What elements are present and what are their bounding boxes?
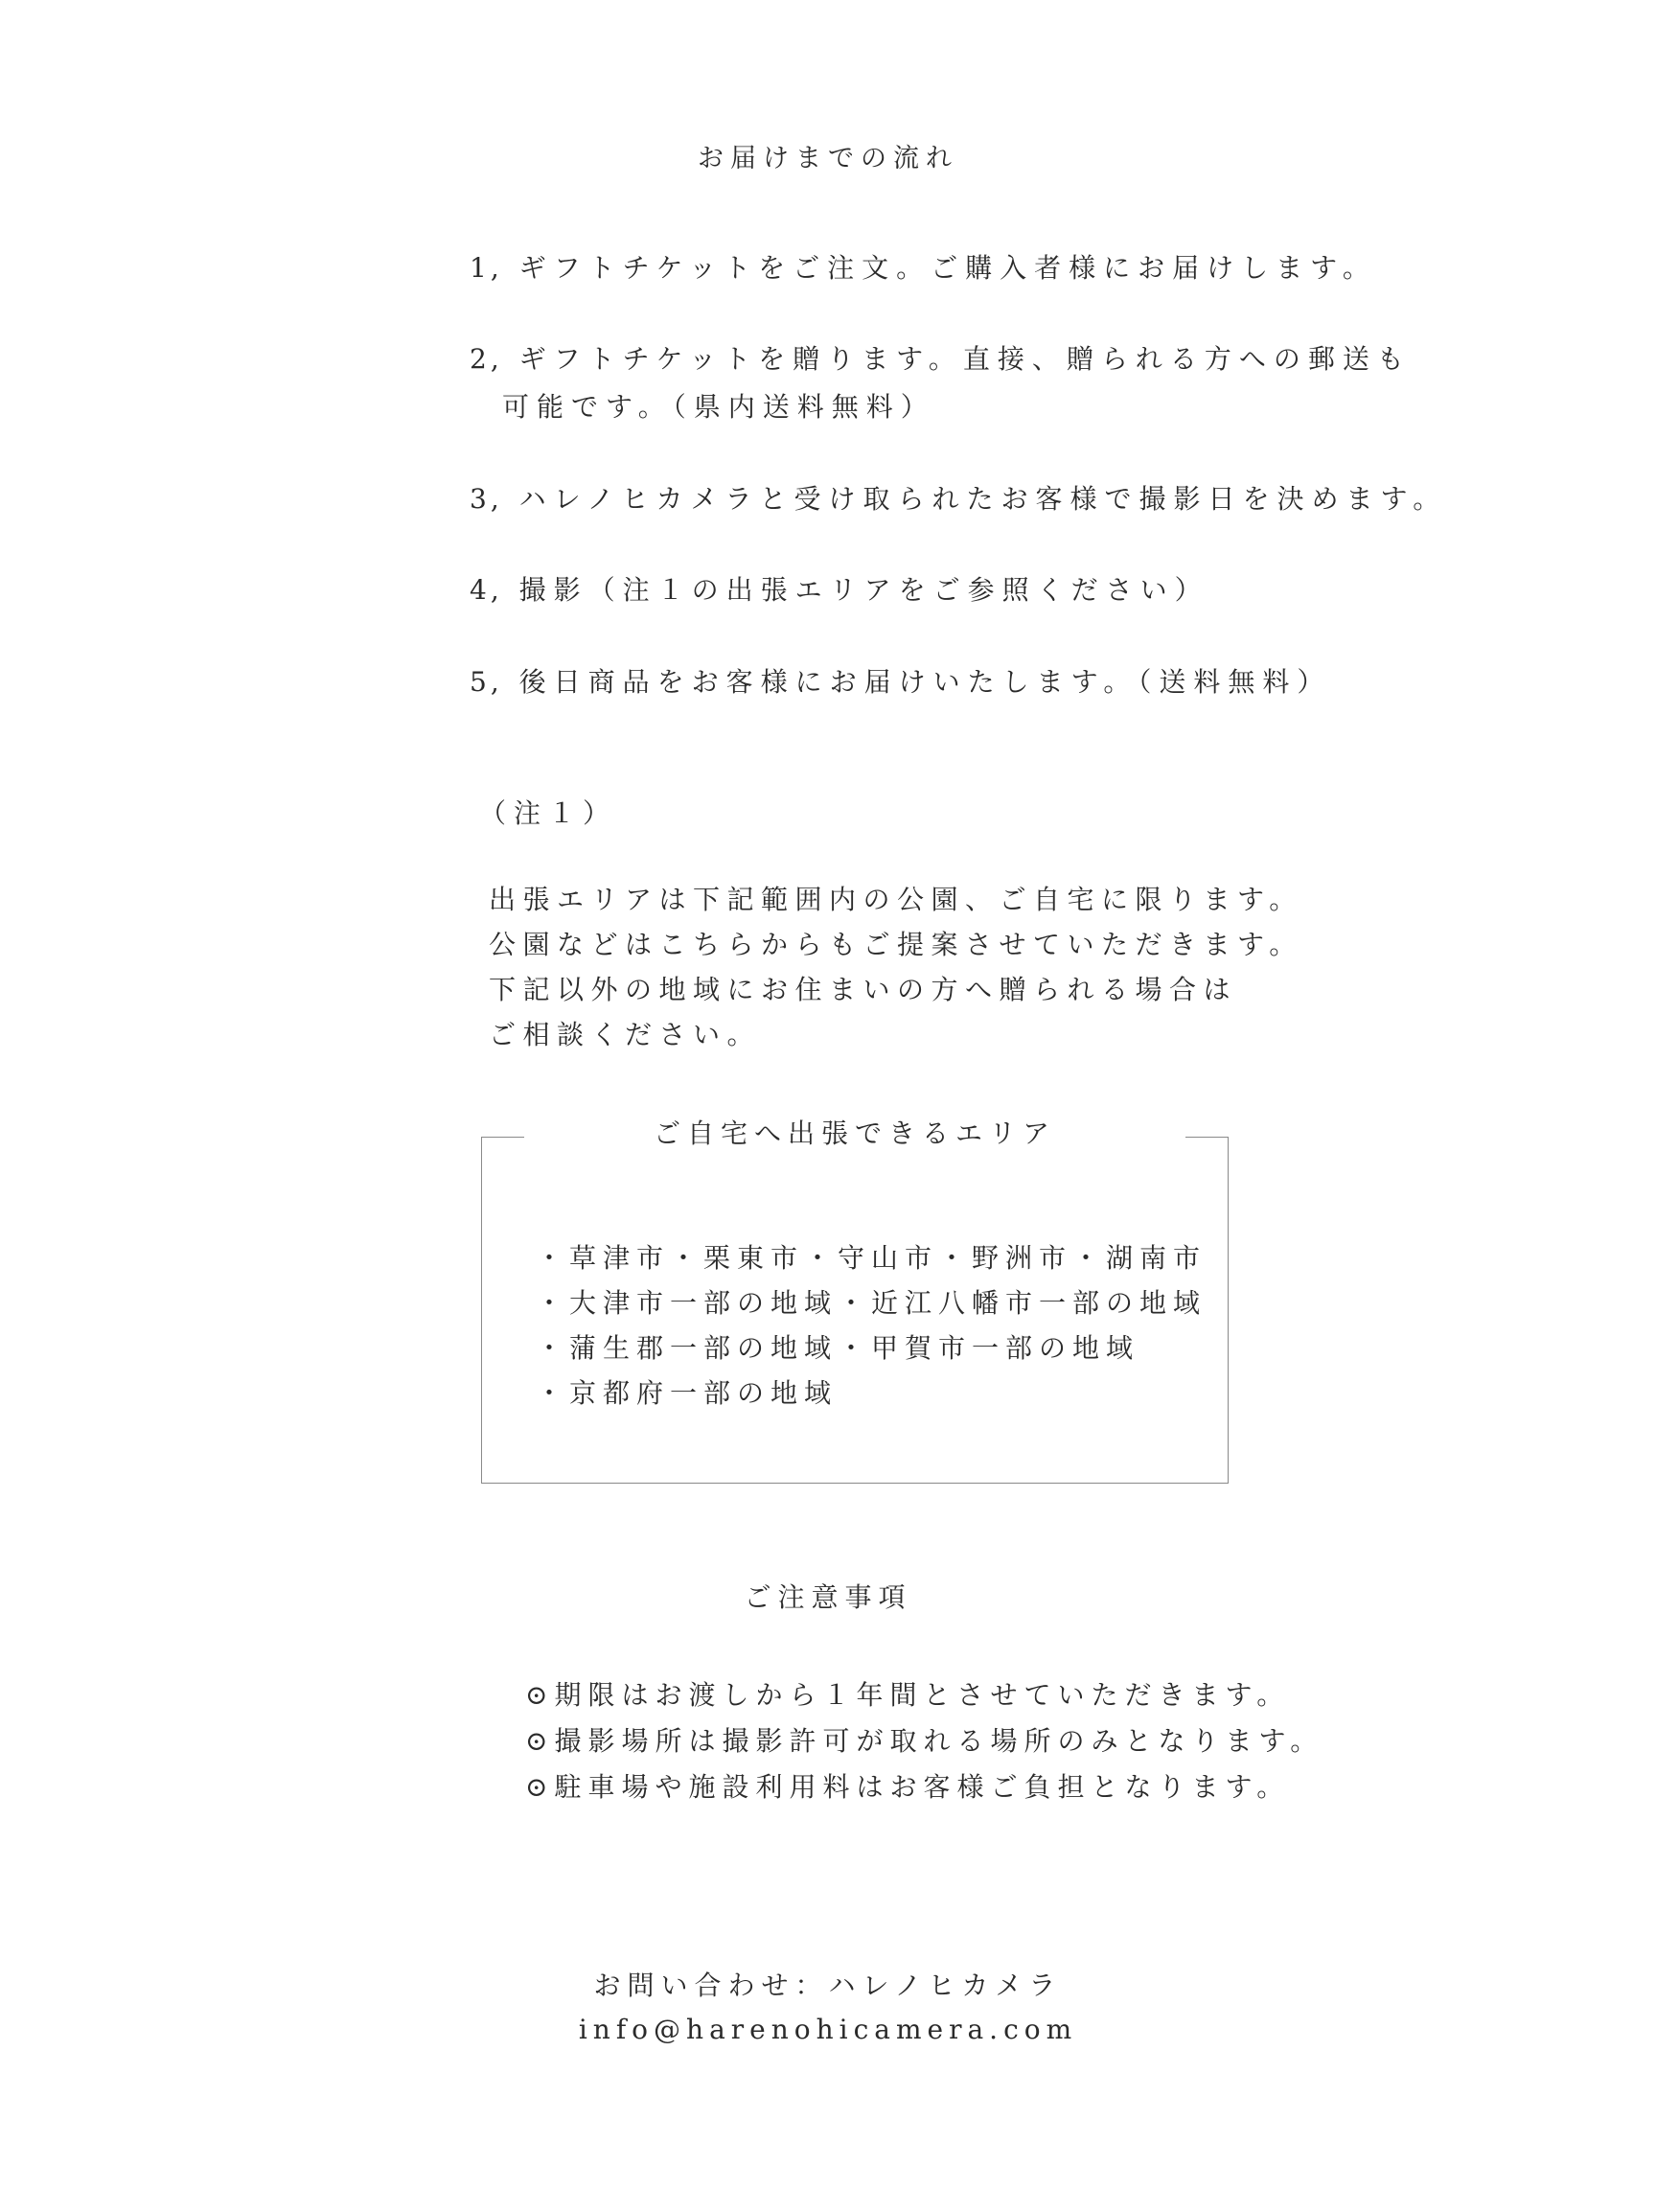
service-area-item: ・草津市・栗東市・守山市・野洲市・湖南市 [536, 1242, 1208, 1274]
caution-item: ⊙期限はお渡しから１年間とさせていただきます。 [525, 1679, 1291, 1711]
note-line: 出張エリアは下記範囲内の公園、ご自宅に限ります。 [489, 884, 1303, 915]
step-text: 後日商品をお客様にお届けいたします。（送料無料） [518, 666, 1332, 698]
note-body [489, 877, 1303, 1057]
contact-email[interactable]: info@harenohicamera.com [578, 2014, 1078, 2045]
contact-label: お問い合わせ：ハレノヒカメラ [593, 1970, 1063, 2001]
caution-item: ⊙駐車場や施設利用料はお客様ご負担となります。 [525, 1771, 1291, 1803]
step-text: ギフトチケットをご注文。ご購入者様にお届けします。 [518, 252, 1377, 284]
flow-step-3 [470, 475, 1447, 523]
service-area-item: ・大津市一部の地域・近江八幡市一部の地域 [536, 1287, 1208, 1319]
flow-step-2 [470, 335, 1412, 431]
note-line: ご相談ください。 [489, 1019, 762, 1050]
service-area-title: ご自宅へ出張できるエリア [653, 1118, 1056, 1149]
flow-step-1 [470, 244, 1377, 292]
step-number: 5, [470, 666, 503, 698]
step-number: 4, [470, 574, 503, 606]
step-text: ギフトチケットを贈ります。直接、贈られる方への郵送も [518, 343, 1412, 375]
step-number: 3, [470, 483, 503, 515]
step-text: 撮影（注１の出張エリアをご参照ください） [518, 574, 1209, 606]
service-area-item: ・蒲生郡一部の地域・甲賀市一部の地域 [536, 1332, 1140, 1364]
step-number: 2, [470, 343, 503, 375]
service-area-item: ・京都府一部の地域 [536, 1377, 839, 1409]
caution-title: ご注意事項 [744, 1581, 912, 1613]
step-number: 1, [470, 252, 503, 284]
note-heading: （注１） [479, 797, 618, 829]
service-area-box [481, 1118, 1229, 1484]
note-line: 下記以外の地域にお住まいの方へ贈られる場合は [489, 974, 1238, 1005]
note-line: 公園などはこちらからもご提案させていただきます。 [489, 929, 1303, 960]
caution-item: ⊙撮影場所は撮影許可が取れる場所のみとなります。 [525, 1725, 1324, 1757]
flow-step-4 [470, 566, 1209, 614]
flow-title: お届けまでの流れ [698, 144, 958, 173]
step-text: ハレノヒカメラと受け取られたお客様で撮影日を決めます。 [518, 483, 1448, 515]
step-text-continued: 可能です。（県内送料無料） [502, 391, 935, 423]
flow-step-5 [470, 658, 1331, 706]
